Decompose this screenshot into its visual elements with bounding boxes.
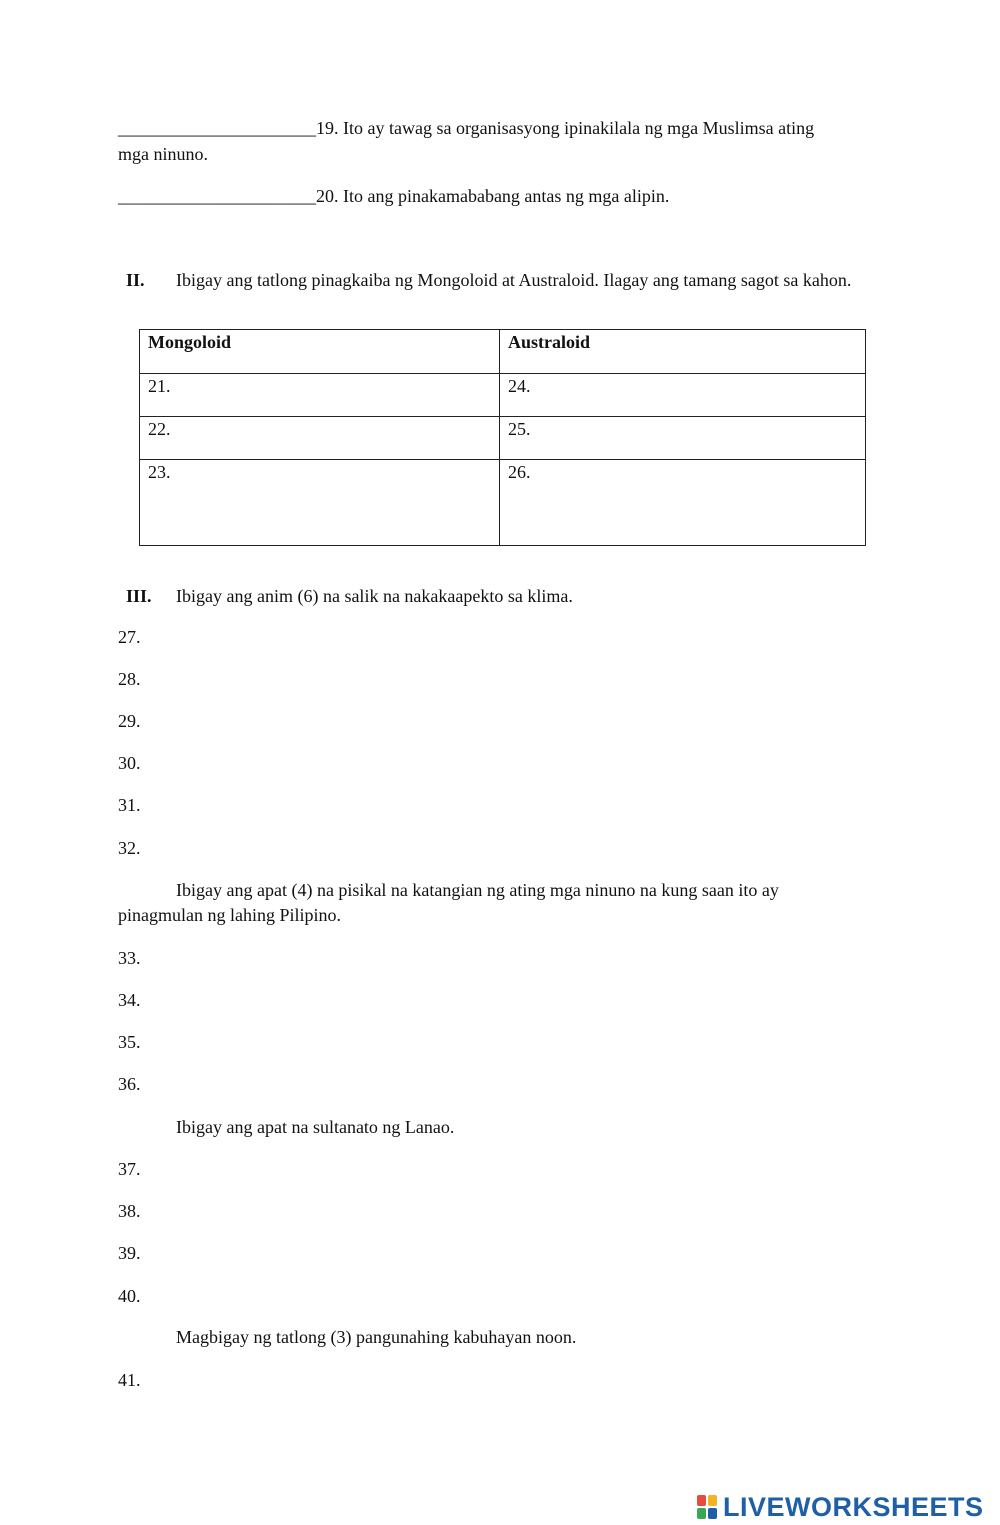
section-4-instruction: Ibigay ang apat (4) na pisikal na katangian ng ating mga ninuno na kung saan ito ay [176, 880, 779, 900]
section-3-numeral: III. [126, 586, 152, 606]
table-header-row [140, 330, 866, 374]
answer-cell-23[interactable]: 23. [140, 460, 500, 546]
list-item[interactable]: 31. [118, 795, 141, 815]
answer-cell-21[interactable]: 21. [140, 374, 500, 417]
brand-name: LIVEWORKSHEETS [723, 1491, 984, 1522]
list-item[interactable]: 36. [118, 1074, 141, 1094]
answer-cell-25[interactable]: 25. [500, 417, 866, 460]
table-row [140, 374, 866, 417]
answer-cell-24[interactable]: 24. [500, 374, 866, 417]
list-item[interactable]: 33. [118, 948, 141, 968]
table-row [140, 417, 866, 460]
list-item[interactable]: 28. [118, 669, 141, 689]
question-19-text: 19. Ito ay tawag sa organisasyong ipinakilala ng mga Muslimsa ating [316, 118, 815, 138]
answer-blank-20[interactable]: ______________________ [118, 186, 316, 206]
answer-cell-22[interactable]: 22. [140, 417, 500, 460]
list-item[interactable]: 30. [118, 753, 141, 773]
list-item[interactable]: 40. [118, 1286, 141, 1306]
list-item[interactable]: 27. [118, 627, 141, 647]
list-item[interactable]: 35. [118, 1032, 141, 1052]
question-19 [118, 115, 814, 141]
question-19-continuation: mga ninuno. [118, 144, 208, 164]
liveworksheets-logo-icon [697, 1495, 717, 1519]
list-item[interactable]: 41. [118, 1370, 141, 1390]
list-item[interactable]: 37. [118, 1159, 141, 1179]
list-item[interactable]: 32. [118, 838, 141, 858]
section-2-instruction: Ibigay ang tatlong pinagkaiba ng Mongoloid at Australoid. Ilagay ang tamang sagot sa kahon. [176, 270, 852, 290]
answer-blank-19[interactable]: ______________________ [118, 118, 316, 138]
table-row [140, 460, 866, 546]
list-item[interactable]: 39. [118, 1243, 141, 1263]
liveworksheets-logo [697, 1490, 984, 1524]
question-20-text: 20. Ito ang pinakamababang antas ng mga alipin. [316, 186, 670, 206]
answer-cell-26[interactable]: 26. [500, 460, 866, 546]
header-australoid: Australoid [500, 330, 866, 374]
list-item[interactable]: 38. [118, 1201, 141, 1221]
section-2-numeral: II. [126, 270, 145, 290]
section-3-instruction: Ibigay ang anim (6) na salik na nakakaapekto sa klima. [176, 586, 573, 606]
list-item[interactable]: 34. [118, 990, 141, 1010]
section-5-instruction: Ibigay ang apat na sultanato ng Lanao. [176, 1117, 455, 1137]
section-4-instruction-continuation: pinagmulan ng lahing Pilipino. [118, 905, 341, 925]
comparison-table [139, 329, 866, 546]
list-item[interactable]: 29. [118, 711, 141, 731]
section-6-instruction: Magbigay ng tatlong (3) pangunahing kabuhayan noon. [176, 1327, 577, 1347]
question-20 [118, 183, 669, 209]
header-mongoloid: Mongoloid [140, 330, 500, 374]
